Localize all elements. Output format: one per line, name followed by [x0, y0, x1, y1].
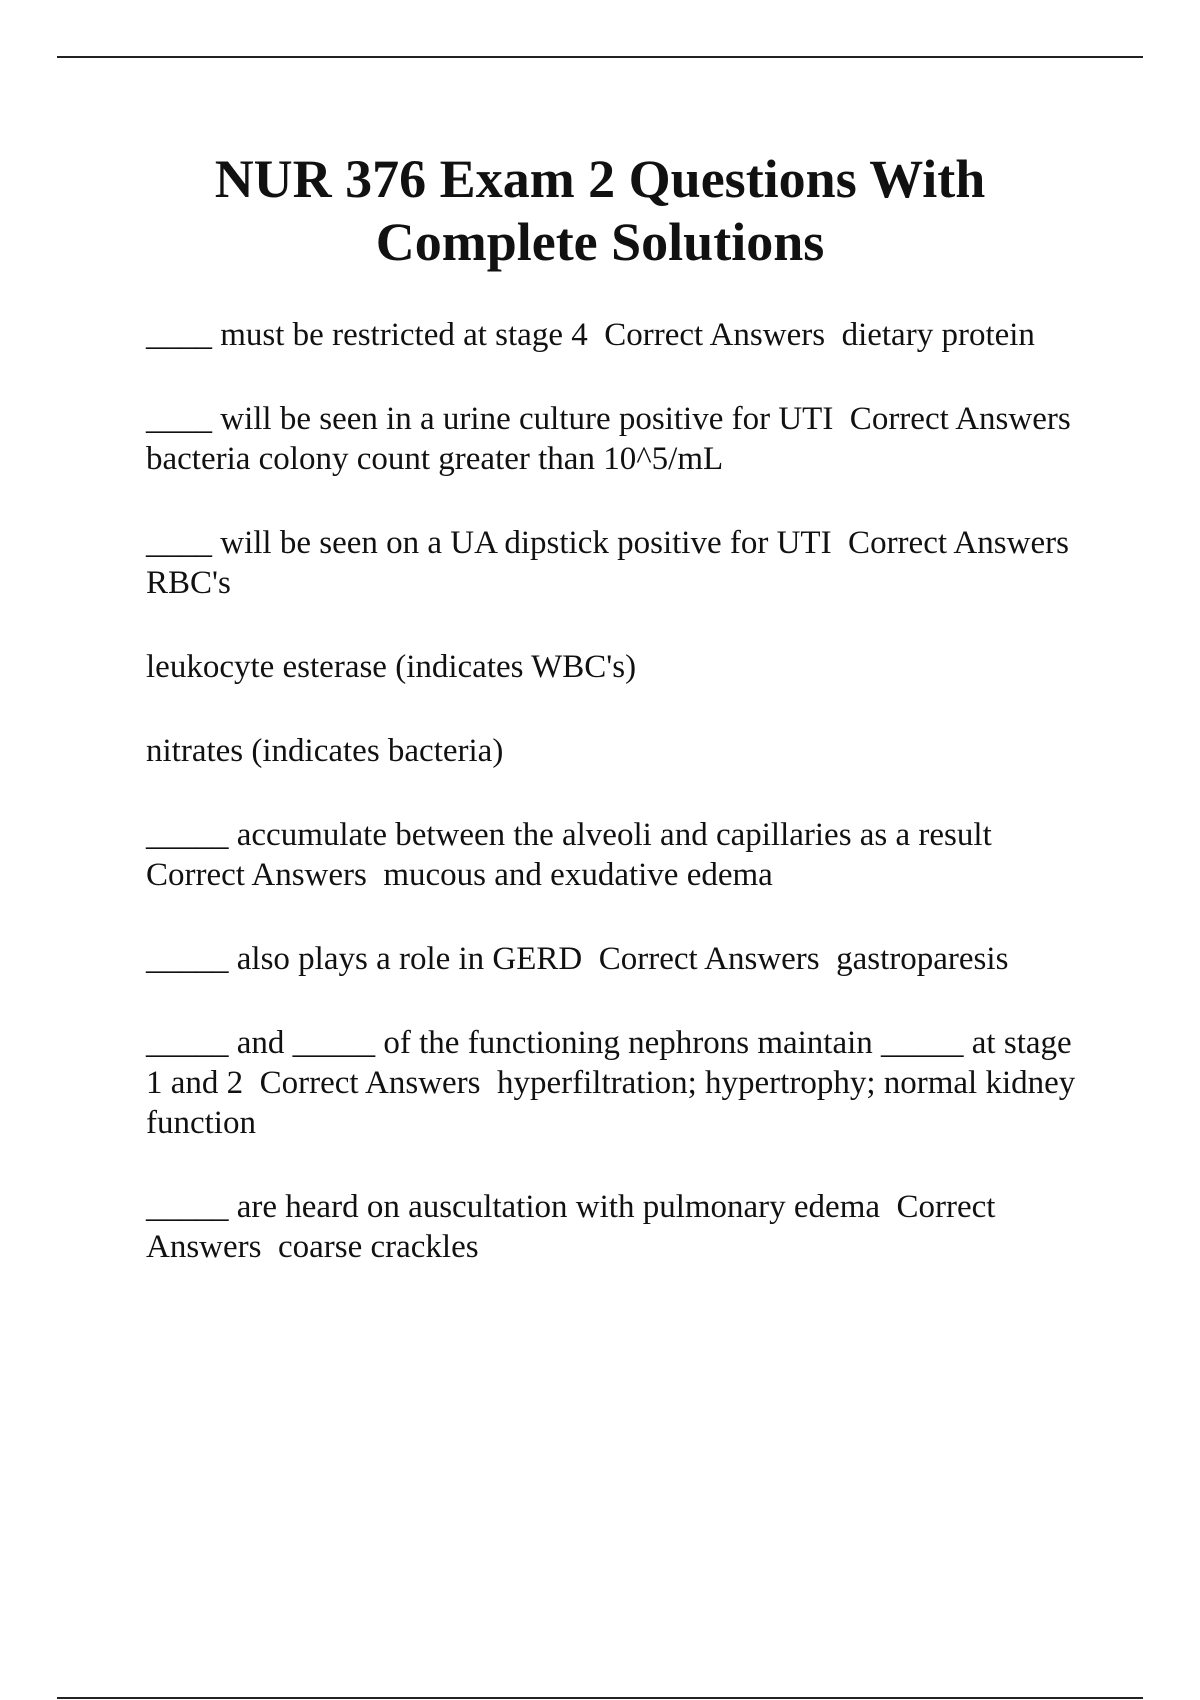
bottom-divider: [57, 1697, 1143, 1699]
qa-paragraph: leukocyte esterase (indicates WBC's): [146, 649, 637, 685]
qa-paragraph: ____ will be seen in a urine culture positive for UTI Correct Answers bacteria colony count greater than 10^5/mL: [146, 401, 1088, 477]
document-title: NUR 376 Exam 2 Questions With Complete Solutions: [214, 149, 986, 272]
qa-paragraph: nitrates (indicates bacteria): [146, 733, 504, 769]
document-body: [146, 315, 1090, 1311]
top-divider: [57, 56, 1143, 58]
qa-paragraph: _____ accumulate between the alveoli and capillaries as a result Correct Answers mucous and exudative edema: [146, 817, 1009, 893]
qa-paragraph: ____ will be seen on a UA dipstick positive for UTI Correct Answers RBC's: [146, 525, 1086, 601]
qa-paragraph: ____ must be restricted at stage 4 Correct Answers dietary protein: [146, 317, 1035, 353]
qa-paragraph: _____ are heard on auscultation with pulmonary edema Correct Answers coarse crackles: [146, 1189, 1002, 1265]
qa-paragraph: _____ also plays a role in GERD Correct Answers gastroparesis: [146, 941, 1009, 977]
qa-paragraph: _____ and _____ of the functioning nephrons maintain _____ at stage 1 and 2 Correct Answers hyperfiltration; hypertrophy; normal kidney function: [146, 1025, 1084, 1141]
